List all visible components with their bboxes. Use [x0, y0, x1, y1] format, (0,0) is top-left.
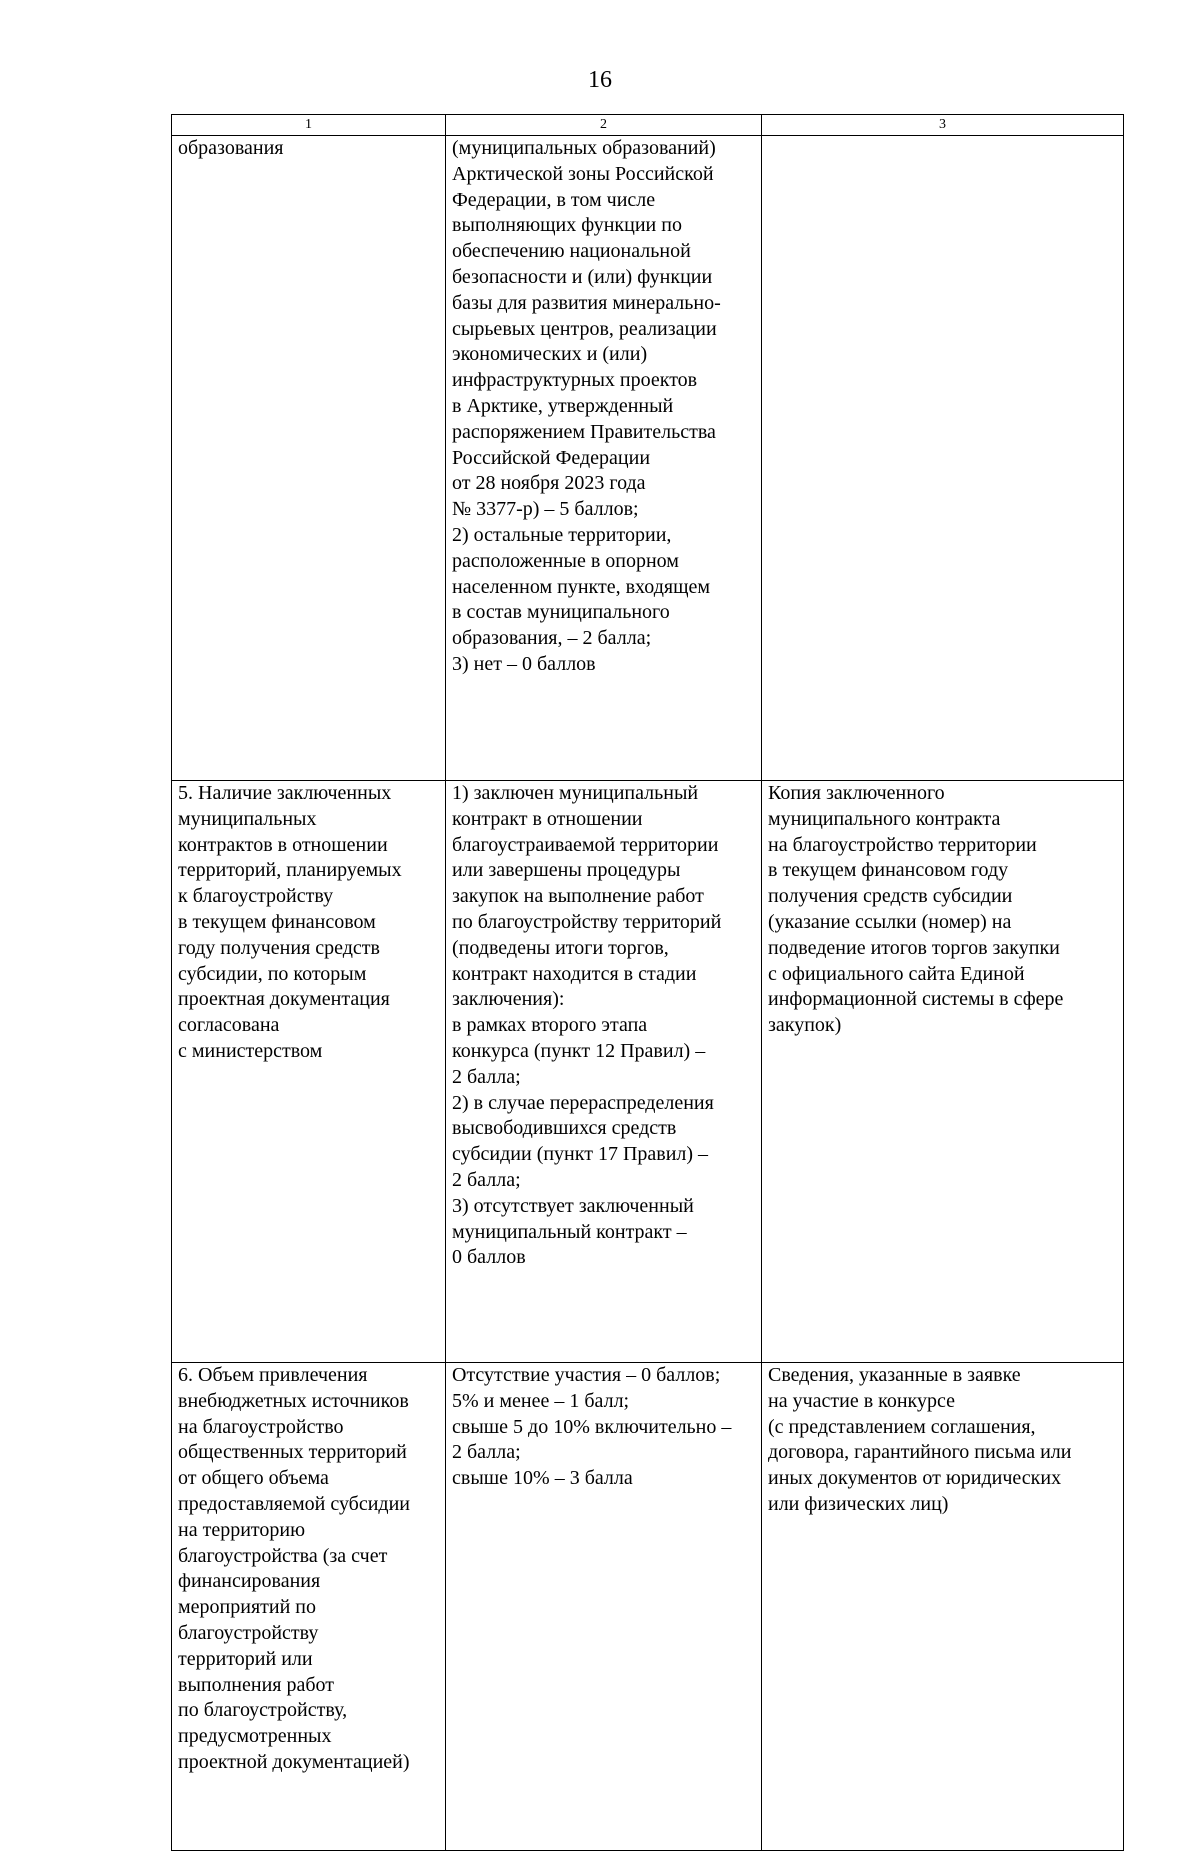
cell-text-line: территорий, планируемых [178, 859, 402, 882]
cell-text-line: Отсутствие участия – 0 баллов; [452, 1364, 721, 1386]
cell-text-line: в Арктике, утвержденный [452, 394, 674, 417]
cell-text-line: образования, – 2 балла; [452, 627, 652, 650]
cell-text-line: благоустройства (за счет [178, 1544, 388, 1567]
cell-text-line: 6. Объем привлечения [178, 1364, 368, 1386]
cell-text-line: 5. Наличие заключенных [178, 782, 392, 804]
cell-text-line: закупок) [768, 1014, 842, 1037]
cell-text-line: благоустраиваемой территории [452, 833, 719, 856]
cell-text-line: территорий или [178, 1647, 313, 1670]
cell-text-line: иных документов от юридических [768, 1467, 1062, 1490]
cell-text-line: обеспечению национальной [452, 240, 691, 263]
cell-text-line: на участие в конкурсе [768, 1389, 955, 1412]
cell-text-line: благоустройству [178, 1621, 319, 1644]
cell-text-line: безопасности и (или) функции [452, 265, 713, 288]
cell-text-line: согласована [178, 1014, 280, 1037]
table-cell-col3 [762, 781, 1124, 1363]
cell-text-line: Федерации, в том числе [452, 188, 656, 211]
cell-text-line: свыше 5 до 10% включительно – [452, 1415, 732, 1438]
column-header-2: 2 [446, 115, 762, 136]
cell-text-line: общественных территорий [178, 1441, 407, 1464]
cell-text-line: финансирования [178, 1570, 321, 1593]
cell-text-line: 5% и менее – 1 балл; [452, 1389, 630, 1412]
cell-text-line: Арктической зоны Российской [452, 162, 714, 185]
cell-text-line: проектная документация [178, 988, 390, 1011]
cell-text-line: (с представлением соглашения, [768, 1415, 1036, 1438]
table-row [172, 136, 1124, 781]
cell-text-line: субсидии, по которым [178, 962, 367, 985]
cell-text-line: 2) в случае перераспределения [452, 1091, 714, 1114]
cell-text-line: в текущем финансовом [178, 910, 376, 933]
cell-text-line: на благоустройство [178, 1415, 344, 1438]
cell-text-line: Копия заключенного [768, 782, 945, 804]
table-header-row [172, 115, 1124, 136]
column-header-3: 3 [762, 115, 1124, 136]
table-cell-col1 [172, 1363, 446, 1851]
table-row [172, 781, 1124, 1363]
cell-text-line: (муниципальных образований) [452, 137, 716, 159]
cell-text-line: году получения средств [178, 936, 380, 959]
cell-text-line: в текущем финансовом году [768, 859, 1009, 882]
cell-text-line: муниципальных [178, 807, 317, 830]
table-cell-col3 [762, 1363, 1124, 1851]
page-number: 16 [588, 67, 612, 93]
cell-text-line: базы для развития минерально- [452, 291, 721, 314]
cell-text-line: в состав муниципального [452, 601, 670, 624]
cell-text-line: 2 балла; [452, 1441, 521, 1464]
cell-text-line: свыше 10% – 3 балла [452, 1467, 633, 1490]
cell-text-line: 2 балла; [452, 1168, 521, 1191]
cell-text-line: в рамках второго этапа [452, 1014, 648, 1037]
cell-text-line: субсидии (пункт 17 Правил) – [452, 1143, 709, 1166]
cell-text-line: контрактов в отношении [178, 833, 388, 856]
cell-text-line: заключения): [452, 988, 565, 1011]
cell-text-line: информационной системы в сфере [768, 988, 1064, 1011]
cell-text-line: по благоустройству, [178, 1699, 348, 1722]
cell-text-line: на благоустройство территории [768, 833, 1037, 856]
cell-text-line: с официального сайта Единой [768, 962, 1025, 985]
cell-text-line: договора, гарантийного письма или [768, 1441, 1072, 1464]
cell-text-line: распоряжением Правительства [452, 420, 716, 443]
cell-text-line: Сведения, указанные в заявке [768, 1364, 1021, 1386]
cell-text-line: закупок на выполнение работ [452, 885, 704, 908]
cell-text-line: 3) отсутствует заключенный [452, 1194, 694, 1217]
cell-text-line: на территорию [178, 1518, 306, 1541]
cell-text-line: (указание ссылки (номер) на [768, 910, 1012, 933]
cell-text-line: контракт в отношении [452, 807, 643, 830]
cell-text-line: предоставляемой субсидии [178, 1492, 411, 1515]
table-row [172, 1363, 1124, 1851]
cell-text-line: 2 балла; [452, 1065, 521, 1088]
cell-text-line: муниципального контракта [768, 807, 1001, 830]
cell-text-line: 0 баллов [452, 1246, 526, 1269]
criteria-table [171, 114, 1124, 1851]
cell-text-line: выполнения работ [178, 1673, 335, 1696]
cell-text-line: 2) остальные территории, [452, 523, 672, 546]
cell-text-line: образования [178, 137, 284, 159]
cell-text-line: муниципальный контракт – [452, 1220, 687, 1243]
cell-text-line: расположенные в опорном [452, 549, 679, 572]
cell-text-line: № 3377-р) – 5 баллов; [452, 498, 639, 521]
cell-text-line: проектной документацией) [178, 1750, 410, 1773]
cell-text-line: 3) нет – 0 баллов [452, 652, 596, 675]
cell-text-line: или завершены процедуры [452, 859, 681, 882]
column-header-1: 1 [172, 115, 446, 136]
cell-text-line: к благоустройству [178, 885, 334, 908]
table-cell-col2 [446, 1363, 762, 1851]
cell-text-line: по благоустройству территорий [452, 910, 722, 933]
cell-text-line: выполняющих функции по [452, 214, 682, 237]
cell-text-line: сырьевых центров, реализации [452, 317, 717, 340]
table-cell-col1 [172, 781, 446, 1363]
cell-text-line: населенном пункте, входящем [452, 575, 711, 598]
table-cell-col1 [172, 136, 446, 781]
cell-text-line: инфраструктурных проектов [452, 369, 698, 392]
cell-text-line: от 28 ноября 2023 года [452, 472, 646, 495]
cell-text-line: 1) заключен муниципальный [452, 782, 699, 804]
cell-text-line: мероприятий по [178, 1596, 316, 1619]
cell-text-line: получения средств субсидии [768, 885, 1013, 908]
cell-text-line: предусмотренных [178, 1725, 332, 1748]
cell-text-line: от общего объема [178, 1467, 329, 1490]
cell-text-line: внебюджетных источников [178, 1389, 409, 1412]
cell-text-line: высвободившихся средств [452, 1117, 677, 1140]
table-cell-col2 [446, 781, 762, 1363]
cell-text-line: контракт находится в стадии [452, 962, 697, 985]
cell-text-line: (подведены итоги торгов, [452, 936, 669, 959]
table-cell-col3 [762, 136, 1124, 781]
cell-text-line: экономических и (или) [452, 343, 648, 366]
cell-text-line: конкурса (пункт 12 Правил) – [452, 1039, 706, 1062]
cell-text-line: или физических лиц) [768, 1492, 949, 1515]
cell-text-line: подведение итогов торгов закупки [768, 936, 1060, 959]
cell-text-line: Российской Федерации [452, 446, 651, 469]
cell-text-line: с министерством [178, 1039, 323, 1062]
table-cell-col2 [446, 136, 762, 781]
